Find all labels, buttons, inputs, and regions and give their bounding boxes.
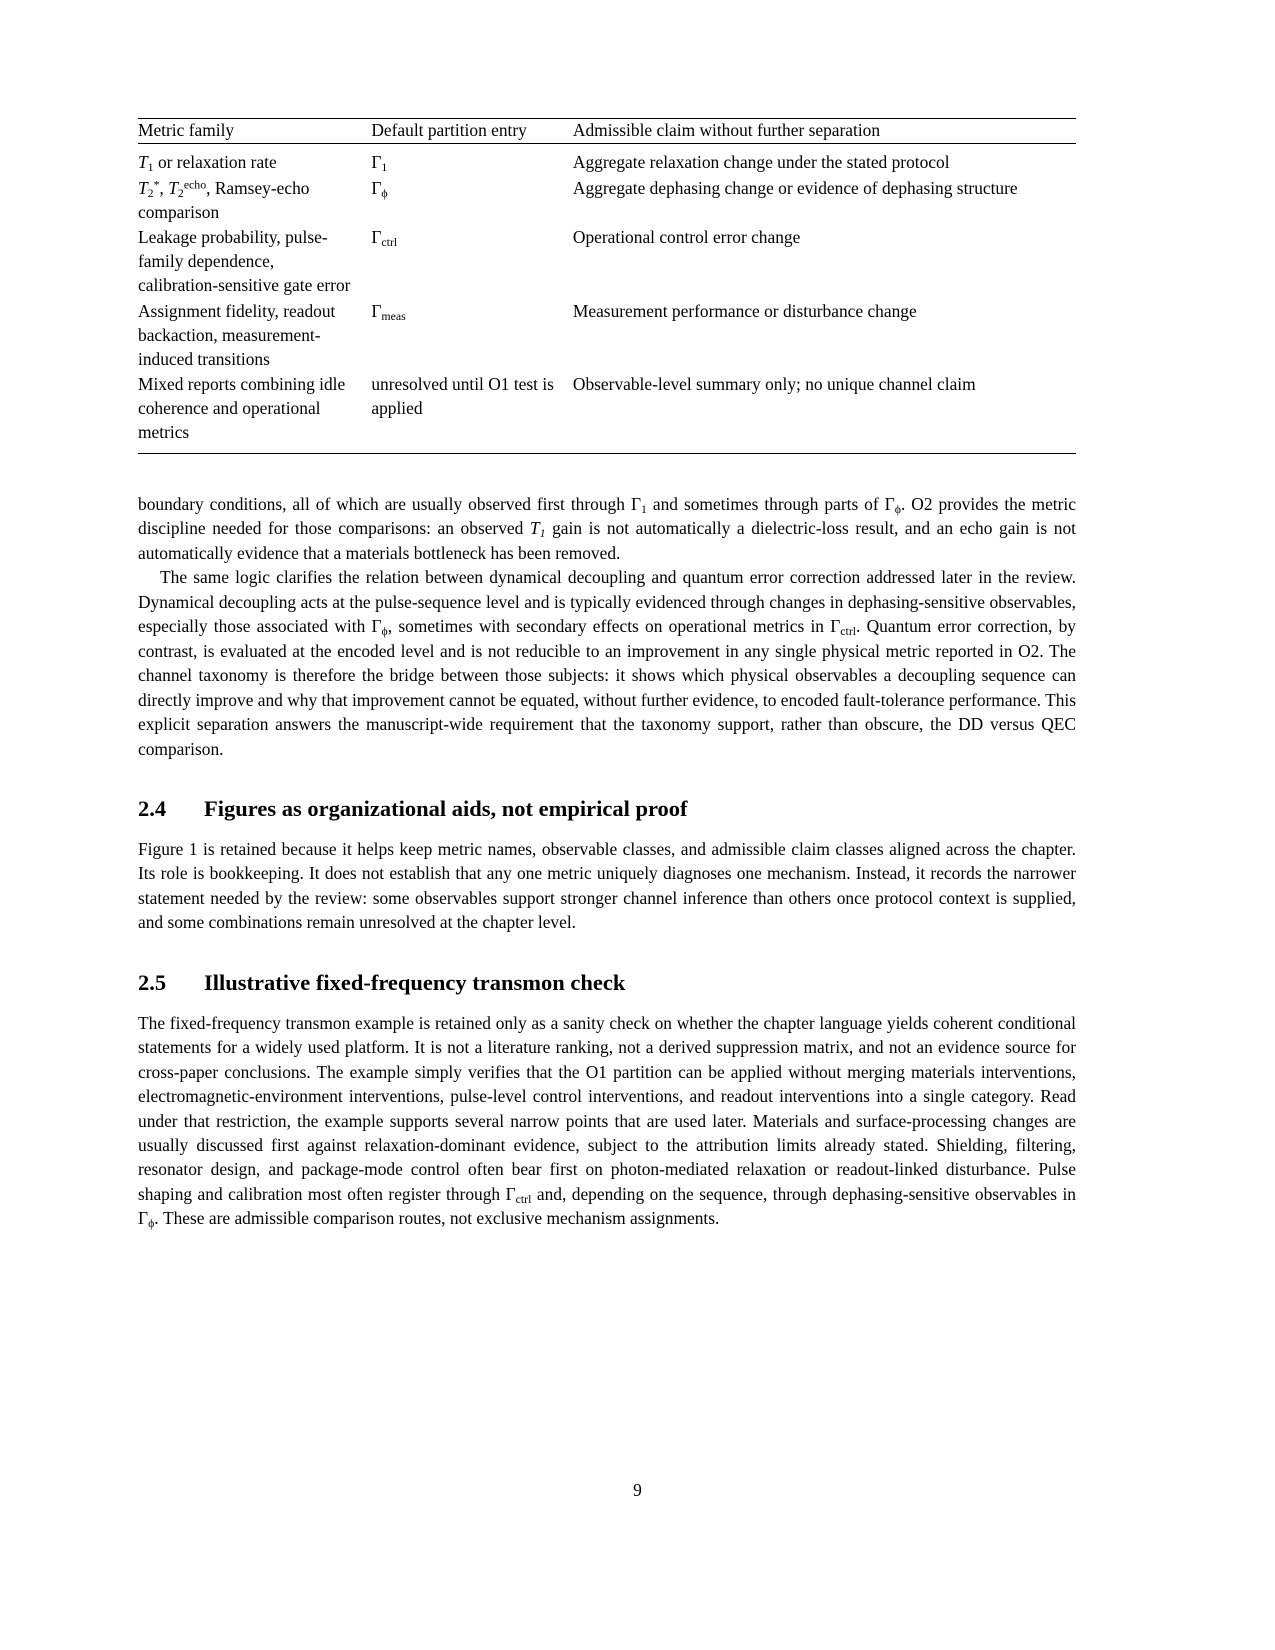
gamma-sub: ϕ bbox=[381, 624, 388, 639]
gamma-sub: ϕ bbox=[148, 1216, 155, 1231]
spacer bbox=[138, 996, 1076, 1011]
symbol-T: T bbox=[138, 177, 148, 198]
table-row bbox=[138, 143, 1076, 174]
symbol-gamma-phi bbox=[884, 493, 901, 517]
symbol-gamma-ctrl bbox=[830, 616, 857, 639]
section-number: 2.5 bbox=[138, 969, 167, 995]
cell-partition-entry bbox=[371, 175, 573, 225]
paragraph-text: and sometimes through parts of bbox=[646, 493, 885, 514]
page-number: 9 bbox=[633, 1480, 642, 1500]
section-heading-2-4 bbox=[138, 795, 1076, 822]
paragraph-transmon-check bbox=[138, 1011, 1076, 1231]
symbol-gamma: Γ bbox=[371, 300, 382, 321]
T-glyph: T bbox=[529, 518, 540, 539]
symbol-T1 bbox=[529, 518, 546, 541]
paragraph-text: boundary conditions, all of which are usually observed first through bbox=[138, 493, 631, 514]
paragraph-figure-role: Figure 1 is retained because it helps keep metric names, observable classes, and admissible claim classes aligned across the chapter. Its role is bookkeeping. It does not establish that any one metric uniquely diagnoses one mechanism. Instead, it records the narrower statement needed by the review: some observables support stronger channel inference than others once protocol context is supplied, and some combinations remain unresolved at the chapter level. bbox=[138, 838, 1076, 933]
cell-admissible-claim: Observable-level summary only; no unique channel claim bbox=[572, 374, 976, 395]
table-row bbox=[138, 298, 1076, 372]
symbol-gamma: Γ bbox=[371, 227, 382, 248]
gamma-glyph: Γ bbox=[630, 493, 641, 514]
T-sub: 1 bbox=[539, 526, 546, 541]
cell-admissible-claim: Aggregate dephasing change or evidence of dephasing structure bbox=[572, 177, 1018, 198]
table-row bbox=[138, 224, 1076, 298]
spacer bbox=[138, 761, 1076, 795]
gamma-glyph: Γ bbox=[505, 1183, 516, 1204]
symbol-T1-sub: 1 bbox=[147, 159, 154, 174]
spacer bbox=[138, 935, 1076, 969]
paragraph-text: The fixed-frequency transmon example is retained only as a sanity check on whether the chapter language yields coherent conditional statements for a widely used platform. It is not a literature ranking, not a derived suppression matrix, and not an evidence source for cross-paper conclusions. The example simply verifies that the O1 partition can be applied without merging materials interventions, electromagnetic-environment interventions, pulse-level control interventions, and readout interventions into a single category. Read under that restriction, the example supports several narrow points that are used later. Materials and surface-processing changes are usually discussed first against relaxation-dominant evidence, subject to the attribution limits already stated. Shielding, filtering, resonator design, and package-mode control often bear first on photon-mediated relaxation or readout-linked disturbance. Pulse shaping and calibration most often register through bbox=[138, 1012, 1076, 1204]
page-content bbox=[138, 118, 1076, 1231]
symbol-star: * bbox=[153, 177, 160, 192]
gamma-glyph: Γ bbox=[884, 493, 895, 514]
gamma-glyph: Γ bbox=[371, 616, 382, 637]
cell-admissible-claim: Measurement performance or disturbance change bbox=[572, 300, 917, 321]
paragraph-dd-qec bbox=[138, 565, 1076, 761]
paragraph-text: , sometimes with secondary effects on operational metrics in bbox=[387, 616, 831, 637]
gamma-sub: ctrl bbox=[515, 1192, 532, 1206]
cell-partition-entry bbox=[371, 143, 573, 174]
table-header-admissible-claim: Admissible claim without further separation bbox=[572, 120, 881, 140]
symbol-gamma-sub: 1 bbox=[381, 159, 388, 174]
section-title: Figures as organizational aids, not empirical proof bbox=[204, 795, 688, 821]
symbol-gamma-sub: ctrl bbox=[381, 235, 398, 250]
symbol-gamma-phi bbox=[138, 1208, 155, 1231]
cell-metric-family: $T_1$ or relaxation rate bbox=[138, 151, 277, 174]
cell-metric-family: Assignment fidelity, readout backaction, measurement-induced transitions bbox=[138, 300, 336, 369]
cell-admissible-claim: Operational control error change bbox=[572, 227, 801, 248]
symbol-gamma-phi bbox=[371, 616, 388, 639]
symbol-gamma: Γ bbox=[371, 151, 382, 172]
paragraph-text: . O2 provides the metric discipline needed for those comparisons: an observed bbox=[138, 493, 1076, 539]
spacer bbox=[138, 822, 1076, 837]
paragraph-text: and, depending on the sequence, through dephasing-sensitive observables in bbox=[531, 1183, 1076, 1204]
paragraph-text: The same logic clarifies the relation between dynamical decoupling and quantum error correction addressed later in the review. Dynamical decoupling acts at the pulse-sequence level and is typically evidenced through changes in dephasing-sensitive observables, especially those associated with bbox=[138, 567, 1076, 637]
section-title: Illustrative fixed-frequency transmon check bbox=[204, 969, 626, 995]
symbol-T2-sub: 2 bbox=[177, 185, 184, 200]
table-body bbox=[138, 143, 1076, 453]
section-number: 2.4 bbox=[138, 795, 167, 821]
symbol-gamma: Γ bbox=[371, 177, 382, 198]
table-row bbox=[138, 175, 1076, 225]
spacer bbox=[138, 454, 1076, 492]
gamma-sub: ctrl bbox=[840, 624, 857, 639]
cell-admissible-claim: Aggregate relaxation change under the stated protocol bbox=[572, 151, 950, 172]
gamma-glyph: Γ bbox=[830, 616, 841, 637]
symbol-gamma-sub: meas bbox=[381, 308, 406, 323]
section-heading-2-5 bbox=[138, 969, 1076, 996]
symbol-T: T bbox=[138, 151, 148, 172]
table-header-metric-family: Metric family bbox=[138, 120, 235, 140]
cell-metric-family: Leakage probability, pulse-family dependence, calibration-sensitive gate error bbox=[138, 227, 351, 296]
symbol-gamma-sub: ϕ bbox=[381, 185, 388, 200]
metric-family-table bbox=[138, 118, 1076, 453]
cell-metric-family: Mixed reports combining idle coherence and operational metrics bbox=[138, 374, 346, 443]
table-row bbox=[138, 371, 1076, 453]
symbol-gamma-ctrl bbox=[506, 1184, 532, 1204]
paragraph-text: . Quantum error correction, by contrast, is evaluated at the encoded level and is not reducible to an improvement in any single physical metric reported in O2. The channel taxonomy is therefore the bridge between those subjects: it shows which physical observables a decoupling sequence can directly improve and why that improvement cannot be equated, without further evidence, to encoded fault-tolerance performance. This explicit separation answers the manuscript-wide requirement that the taxonomy support, rather than obscure, the DD versus QEC comparison. bbox=[138, 616, 1076, 759]
symbol-echo-sup: echo bbox=[183, 177, 207, 192]
table-header-default-partition-entry: Default partition entry bbox=[371, 120, 527, 140]
cell-partition-entry bbox=[371, 298, 573, 372]
gamma-sub: ϕ bbox=[894, 502, 901, 517]
paragraph-text: gain is not automatically a dielectric-loss result, and an echo gain is not automatically evidence that a materials bottleneck has been removed. bbox=[138, 518, 1076, 563]
gamma-glyph: Γ bbox=[138, 1208, 149, 1229]
paragraph-text: . These are admissible comparison routes, not exclusive mechanism assignments. bbox=[154, 1208, 720, 1229]
symbol-gamma-1 bbox=[630, 493, 647, 517]
table-header-row bbox=[138, 119, 1076, 144]
cell-partition-entry bbox=[371, 224, 573, 298]
paragraph-boundary-conditions bbox=[138, 492, 1076, 565]
cell-metric-family: $T_2^*$, $T_2^{echo}$, Ramsey-echo comparison bbox=[138, 177, 310, 222]
table-header bbox=[138, 119, 1076, 144]
symbol-T2-sub: 2 bbox=[147, 185, 154, 200]
gamma-sub: 1 bbox=[641, 502, 647, 517]
symbol-T: T bbox=[168, 177, 178, 198]
cell-partition-entry: unresolved until O1 test is applied bbox=[371, 374, 554, 419]
